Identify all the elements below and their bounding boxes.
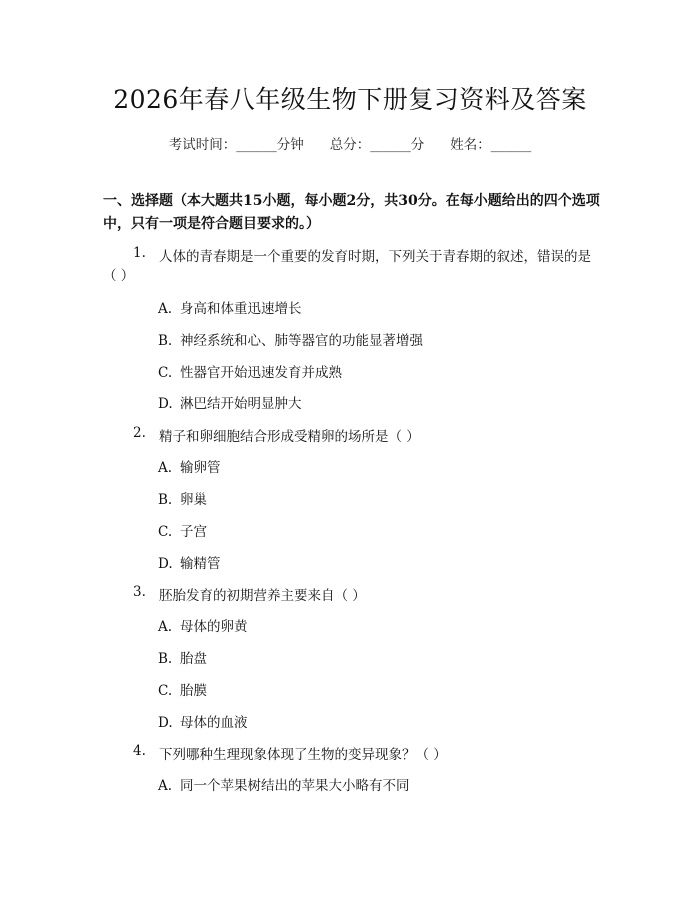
option-text: 母体的卵黄 <box>180 619 248 635</box>
exam-time-blank: ______ <box>236 137 277 153</box>
question-text: 胚胎发育的初期营养主要来自（ ） <box>159 588 366 604</box>
question-1-answer-bracket: （ ） <box>103 268 135 284</box>
student-name-blank: ______ <box>490 137 532 153</box>
question-1-option-a <box>158 297 302 317</box>
question-2-option-c <box>158 520 207 540</box>
option-letter: A. <box>158 619 173 635</box>
question-4-option-a <box>158 774 410 794</box>
option-text: 母体的血液 <box>180 715 248 731</box>
option-letter: C. <box>158 683 173 699</box>
option-letter: B. <box>158 492 173 508</box>
option-text: 胎盘 <box>180 651 207 667</box>
option-letter: A. <box>158 460 173 476</box>
option-text: 性器官开始迅速发育并成熟 <box>180 365 342 381</box>
question-3-option-b <box>158 647 207 667</box>
question-number: 1. <box>133 245 146 261</box>
option-letter: A. <box>158 301 173 317</box>
option-text: 淋巴结开始明显肿大 <box>180 396 302 412</box>
question-2-option-a <box>158 456 221 476</box>
question-number: 4. <box>133 743 146 759</box>
option-letter: A. <box>158 778 173 794</box>
question-1-option-d <box>158 392 302 412</box>
section-heading: 一、选择题（本大题共15小题，每小题2分，共30分。在每小题给出的四个选项中，只有一项是符合题目要求的。） <box>103 193 600 232</box>
question-number: 3. <box>133 584 146 600</box>
total-score-blank: ______ <box>370 137 411 153</box>
question-number: 2. <box>133 425 146 441</box>
exam-info-line <box>0 133 700 153</box>
option-text: 输精管 <box>180 556 221 572</box>
total-score-label: 总分： <box>329 137 371 153</box>
question-text: 精子和卵细胞结合形成受精卵的场所是（ ） <box>159 429 420 445</box>
question-3-option-c <box>158 679 207 699</box>
option-text: 身高和体重迅速增长 <box>180 301 302 317</box>
option-text: 同一个苹果树结出的苹果大小略有不同 <box>180 778 410 794</box>
question-2-option-b <box>158 488 207 508</box>
exam-time-unit: 分钟 <box>276 137 304 153</box>
total-score-unit: 分 <box>410 137 425 153</box>
option-letter: D. <box>158 556 173 572</box>
question-text: 下列哪种生理现象体现了生物的变异现象？（ ） <box>159 747 447 763</box>
question-1-option-c <box>158 361 342 381</box>
option-letter: C. <box>158 365 173 381</box>
question-1-option-b <box>158 329 423 349</box>
option-letter: B. <box>158 651 173 667</box>
student-name-label: 姓名： <box>450 137 491 153</box>
question-text: 人体的青春期是一个重要的发育时期，下列关于青春期的叙述，错误的是 <box>159 249 591 265</box>
option-text: 子宫 <box>180 524 207 540</box>
option-letter: D. <box>158 396 173 412</box>
option-text: 卵巢 <box>180 492 207 508</box>
option-text: 神经系统和心、肺等器官的功能显著增强 <box>180 333 423 349</box>
question-3-option-a <box>158 615 248 635</box>
option-letter: C. <box>158 524 173 540</box>
option-text: 胎膜 <box>180 683 207 699</box>
document-title: 2026年春八年级生物下册复习资料及答案 <box>113 85 587 114</box>
option-letter: B. <box>158 333 173 349</box>
question-2-option-d <box>158 552 221 572</box>
exam-time-label: 考试时间： <box>168 137 237 153</box>
option-letter: D. <box>158 715 173 731</box>
question-3-option-d <box>158 711 248 731</box>
option-text: 输卵管 <box>180 460 221 476</box>
